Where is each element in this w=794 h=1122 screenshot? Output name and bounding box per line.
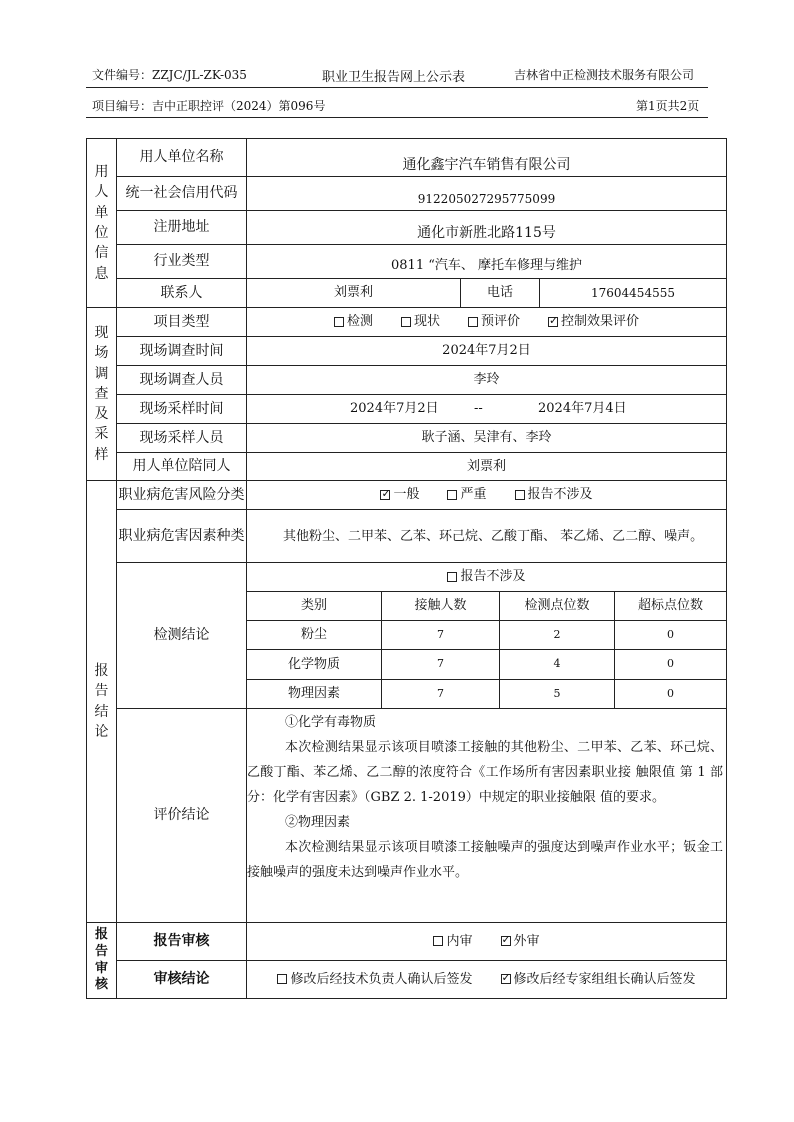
section-char: 样 xyxy=(94,446,109,463)
contact-label: 联系人 xyxy=(116,278,247,308)
table-cell: 0 xyxy=(614,620,727,650)
table-cell: 5 xyxy=(499,679,615,709)
checkbox-label: 内审 xyxy=(446,933,473,949)
section-char: 信 xyxy=(94,245,109,262)
section-review xyxy=(86,922,117,999)
checkbox-option[interactable] xyxy=(515,486,593,504)
section-survey xyxy=(86,307,117,481)
table-cell: 0 xyxy=(614,649,727,680)
checkbox-icon[interactable] xyxy=(334,317,344,327)
section-char: 审 xyxy=(94,960,108,976)
project-number: 项目编号：吉中正职控评（2024）第096号 xyxy=(92,99,326,113)
page-number: 第1页共2页 xyxy=(636,99,700,113)
escort-person: 刘票利 xyxy=(246,452,727,481)
review-result-options xyxy=(246,960,727,999)
checkbox-label: 预评价 xyxy=(481,314,521,330)
section-char: 查 xyxy=(94,385,109,402)
contact-person: 刘票利 xyxy=(246,278,461,308)
table-cell: 0 xyxy=(614,679,727,709)
section-char: 位 xyxy=(94,225,109,241)
registered-address: 通化市新胜北路115号 xyxy=(246,210,727,245)
sampling-staff: 耿子涵、吴津有、李玲 xyxy=(246,423,727,453)
checked-box-icon[interactable] xyxy=(380,490,390,500)
credit-code: 912205027295775099 xyxy=(246,176,727,211)
section-char: 息 xyxy=(94,265,109,282)
unit-name-label: 用人单位名称 xyxy=(116,138,247,177)
credit-code-label: 统一社会信用代码 xyxy=(116,176,247,211)
unit-name: 通化鑫宇汽车销售有限公司 xyxy=(246,138,727,177)
table-header-category: 类别 xyxy=(246,591,382,621)
checkbox-icon[interactable] xyxy=(433,936,443,946)
section-conclusion xyxy=(86,480,117,923)
checkbox-label: 修改后经专家组组长确认后签发 xyxy=(513,971,696,987)
checkbox-icon xyxy=(447,572,457,582)
survey-staff-label: 现场调查人员 xyxy=(116,365,247,395)
survey-time: 2024年7月2日 xyxy=(246,336,727,366)
section-char: 告 xyxy=(94,683,109,700)
sampling-staff-label: 现场采样人员 xyxy=(116,423,247,453)
checkbox-label: 报告不涉及 xyxy=(527,487,593,503)
checkbox-label: 修改后经技术负责人确认后签发 xyxy=(290,971,473,987)
eval-heading-chemical: ①化学有毒物质 xyxy=(285,715,377,730)
checkbox-label: 严重 xyxy=(460,487,487,503)
header-rule xyxy=(86,117,708,118)
checkbox-option[interactable] xyxy=(548,313,639,331)
section-char: 结 xyxy=(94,703,109,720)
checked-box-icon[interactable] xyxy=(548,317,558,327)
sampling-end: 2024年7月4日 xyxy=(538,401,627,417)
address-label: 注册地址 xyxy=(116,210,247,245)
checkbox-icon[interactable] xyxy=(515,490,525,500)
table-header-points: 检测点位数 xyxy=(499,591,615,621)
industry-label: 行业类型 xyxy=(116,244,247,279)
section-char: 调 xyxy=(94,365,109,382)
checkbox-option[interactable] xyxy=(501,971,696,989)
detection-conclusion-label: 检测结论 xyxy=(116,562,247,709)
checkbox-option[interactable] xyxy=(334,313,373,331)
eval-paragraph-physical: 本次检测结果显示该项目喷漆工接触噪声的强度达到噪声作业水平；钣金工接触噪声的强度未达到噪声作业水平。 xyxy=(247,840,723,880)
risk-class-label: 职业病危害风险分类 xyxy=(116,480,247,510)
checkbox-icon[interactable] xyxy=(447,490,457,500)
checkbox-icon[interactable] xyxy=(401,317,411,327)
table-cell: 7 xyxy=(381,649,500,680)
checked-box-icon[interactable] xyxy=(501,936,511,946)
checkbox-option[interactable] xyxy=(380,486,419,504)
table-header-exceed: 超标点位数 xyxy=(614,591,727,621)
checkbox-option[interactable] xyxy=(433,933,472,951)
risk-class-options xyxy=(246,480,727,510)
section-char: 告 xyxy=(94,943,108,959)
section-char: 单 xyxy=(94,204,109,221)
phone-number: 17604454555 xyxy=(539,278,727,308)
eval-heading-physical: ②物理因素 xyxy=(285,815,351,830)
project-type-label: 项目类型 xyxy=(116,307,247,337)
evaluation-label: 评价结论 xyxy=(116,708,247,923)
company-name: 吉林省中正检测技术服务有限公司 xyxy=(514,68,695,82)
checkbox-option[interactable] xyxy=(277,971,472,989)
file-number: 文件编号：ZZJC/JL-ZK-035 xyxy=(92,68,247,82)
checkbox-option[interactable] xyxy=(501,933,540,951)
section-unit-info xyxy=(86,138,117,308)
checkbox-label: 外审 xyxy=(513,933,540,949)
table-cell: 7 xyxy=(381,679,500,709)
table-cell: 7 xyxy=(381,620,500,650)
not-involved-label: 报告不涉及 xyxy=(460,569,526,585)
survey-staff: 李玲 xyxy=(246,365,727,395)
review-result-label: 审核结论 xyxy=(116,960,247,999)
section-char: 场 xyxy=(94,345,109,362)
project-type-options xyxy=(246,307,727,337)
phone-label: 电话 xyxy=(460,278,540,308)
eval-paragraph-chemical: 本次检测结果显示该项目喷漆工接触的其他粉尘、二甲苯、乙苯、环己烷、乙酸丁酯、苯乙烯、乙二醇的浓度符合《工作场所有害因素职业接 触限值 第 1 部分：化学有害因素》（GBZ 2. 1-2019）中规定的职业接触限 值的要求。 xyxy=(247,740,723,805)
survey-time-label: 现场调查时间 xyxy=(116,336,247,366)
document-title: 职业卫生报告网上公示表 xyxy=(322,70,466,85)
detection-not-involved xyxy=(246,562,727,592)
section-char: 报 xyxy=(94,662,109,679)
checkbox-option[interactable] xyxy=(447,486,486,504)
table-cell: 物理因素 xyxy=(246,679,382,709)
table-cell: 化学物质 xyxy=(246,649,382,680)
checkbox-option[interactable] xyxy=(468,313,520,331)
section-char: 用 xyxy=(94,164,109,181)
section-char: 采 xyxy=(94,426,109,443)
sampling-time-label: 现场采样时间 xyxy=(116,394,247,424)
checked-box-icon[interactable] xyxy=(501,974,511,984)
section-char: 论 xyxy=(94,723,109,740)
table-header-exposed: 接触人数 xyxy=(381,591,500,621)
review-options xyxy=(246,922,727,961)
evaluation-text xyxy=(247,710,723,885)
sampling-separator: -- xyxy=(474,401,483,417)
table-cell: 粉尘 xyxy=(246,620,382,650)
section-char: 报 xyxy=(94,926,108,942)
table-cell: 4 xyxy=(499,649,615,680)
checkbox-label: 检测 xyxy=(346,314,373,330)
section-char: 核 xyxy=(94,977,108,993)
header-rule xyxy=(86,87,708,88)
section-char: 及 xyxy=(94,406,109,423)
checkbox-label: 控制效果评价 xyxy=(561,314,640,330)
section-char: 人 xyxy=(94,184,109,201)
hazard-factors: 其他粉尘、二甲苯、乙苯、环己烷、乙酸丁酯、 苯乙烯、乙二醇、噪声。 xyxy=(246,509,727,563)
escort-label: 用人单位陪同人 xyxy=(116,452,247,481)
checkbox-icon[interactable] xyxy=(277,974,287,984)
hazard-factors-label: 职业病危害因素种类 xyxy=(116,509,247,563)
checkbox-option[interactable] xyxy=(401,313,440,331)
section-char: 现 xyxy=(94,324,109,341)
table-cell: 2 xyxy=(499,620,615,650)
checkbox-label: 一般 xyxy=(393,487,420,503)
checkbox-icon[interactable] xyxy=(468,317,478,327)
review-label: 报告审核 xyxy=(116,922,247,961)
checkbox-label: 现状 xyxy=(413,314,440,330)
sampling-start: 2024年7月2日 xyxy=(350,401,439,417)
sampling-time xyxy=(246,394,727,424)
industry-type: 0811 “汽车、 摩托车修理与维护 xyxy=(246,244,727,279)
